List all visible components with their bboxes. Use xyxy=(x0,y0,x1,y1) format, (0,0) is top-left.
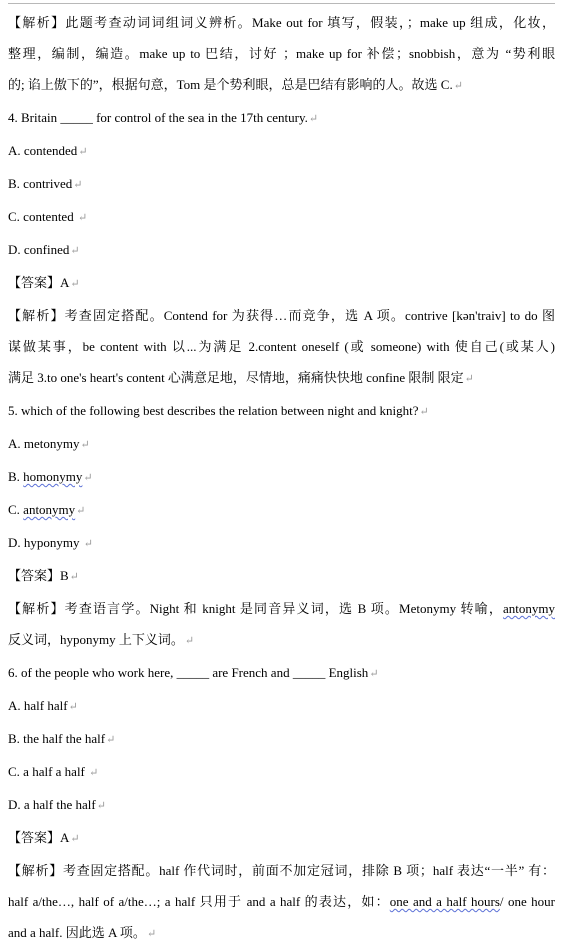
text-line-q6-stem xyxy=(8,657,555,690)
paragraph-mark-icon: ↵ xyxy=(308,113,319,125)
paragraph-mark-icon: ↵ xyxy=(68,701,78,713)
text-line-q3-analysis-2 xyxy=(8,38,555,69)
spellcheck-underline: antonymy xyxy=(23,502,76,517)
text-line-q5-option-c xyxy=(8,494,555,527)
line-text: C. contented xyxy=(8,209,77,224)
line-text: B. the half the half xyxy=(8,731,106,746)
text-line-q5-option-b xyxy=(8,461,555,494)
line-text: 谋做某事，be content with 以...为满足 2.content oneself (或 someone) with 使自己(或某人) xyxy=(8,339,555,354)
line-text: D. hyponymy xyxy=(8,535,83,550)
line-text: 反义词，hyponymy 上下义词。 xyxy=(8,632,184,647)
text-line-q4-option-d xyxy=(8,234,555,267)
line-text: A. contended xyxy=(8,143,78,158)
line-text: 5. which of the following best describes the relation between night and knight? xyxy=(8,403,419,418)
page-top-rule xyxy=(8,3,555,4)
line-text: C. antonymy xyxy=(8,502,76,517)
paragraph-mark-icon: ↵ xyxy=(78,146,88,158)
line-text: 【答案】A xyxy=(8,830,70,845)
text-line-q6-answer xyxy=(8,822,555,855)
line-text: B. contrived xyxy=(8,176,73,191)
paragraph-mark-icon: ↵ xyxy=(96,800,106,812)
line-text: D. confined xyxy=(8,242,70,257)
line-text: 6. of the people who work here, _____ are French and _____ English xyxy=(8,665,369,680)
text-line-q4-answer xyxy=(8,267,555,300)
line-text: 【解析】考查固定搭配。half 作代词时，前面不加定冠词，排除 B 项；half 表达“一半” 有： xyxy=(8,863,555,878)
text-line-q4-analysis-3 xyxy=(8,362,555,395)
line-text: 【解析】此题考查动词词组词义辨析。Make out for 填写，假装，；make up 组成，化妆， xyxy=(8,15,555,30)
text-line-q6-option-b xyxy=(8,723,555,756)
text-line-q3-analysis-3 xyxy=(8,69,555,102)
paragraph-mark-icon: ↵ xyxy=(76,505,86,517)
spellcheck-underline: one and a half hours xyxy=(389,894,500,909)
paragraph-mark-icon: ↵ xyxy=(73,179,83,191)
line-text: B. homonymy xyxy=(8,469,83,484)
line-text: 【解析】考查固定搭配。Contend for 为获得…而竞争，选 A 项。contrive [kən'traiv] to do 图 xyxy=(8,308,555,323)
text-line-q4-analysis-1 xyxy=(8,300,555,331)
line-text: 【解析】考查语言学。Night 和 knight 是同音异义词，选 B 项。Metonymy 转喻，antonymy xyxy=(8,601,555,616)
text-line-q6-option-d xyxy=(8,789,555,822)
text-line-q6-analysis-1 xyxy=(8,855,555,886)
line-text: A. half half xyxy=(8,698,68,713)
line-text: 【答案】A xyxy=(8,275,70,290)
line-text: C. a half a half xyxy=(8,764,89,779)
paragraph-mark-icon: ↵ xyxy=(184,635,195,647)
paragraph-mark-icon: ↵ xyxy=(453,80,463,92)
line-text: 【答案】B xyxy=(8,568,69,583)
text-line-q4-option-a xyxy=(8,135,555,168)
paragraph-mark-icon: ↵ xyxy=(70,245,80,257)
text-line-q5-analysis-2 xyxy=(8,624,555,657)
line-text: half a/the…, half of a/the…; a half 只用于 and a half 的表达，如：one and a half hours/ one hour xyxy=(8,894,555,909)
text-line-q5-analysis-1 xyxy=(8,593,555,624)
text-line-q4-analysis-2 xyxy=(8,331,555,362)
text-line-q6-analysis-2 xyxy=(8,886,555,917)
paragraph-mark-icon: ↵ xyxy=(70,833,80,845)
paragraph-mark-icon: ↵ xyxy=(69,571,79,583)
spellcheck-underline: homonymy xyxy=(23,469,83,484)
paragraph-mark-icon: ↵ xyxy=(83,538,93,550)
line-text: and a half. 因此选 A 项。 xyxy=(8,925,146,940)
document-body xyxy=(8,7,555,950)
paragraph-mark-icon: ↵ xyxy=(464,373,474,385)
text-line-q5-answer xyxy=(8,560,555,593)
line-text: 4. Britain _____ for control of the sea in the 17th century. xyxy=(8,110,308,125)
paragraph-mark-icon: ↵ xyxy=(80,439,90,451)
spellcheck-underline: antonymy xyxy=(503,601,555,616)
line-text: 的; 谄上傲下的”，根据句意，Tom 是个势利眼，总是巴结有影响的人。故选 C. xyxy=(8,77,453,92)
text-line-q6-option-a xyxy=(8,690,555,723)
line-text: D. a half the half xyxy=(8,797,96,812)
paragraph-mark-icon: ↵ xyxy=(70,278,80,290)
text-line-q5-stem xyxy=(8,395,555,428)
paragraph-mark-icon: ↵ xyxy=(89,767,99,779)
paragraph-mark-icon: ↵ xyxy=(419,406,429,418)
paragraph-mark-icon: ↵ xyxy=(369,668,379,680)
line-text: A. metonymy xyxy=(8,436,80,451)
text-line-q6-option-c xyxy=(8,756,555,789)
line-text: 整理，编制，编造。make up to 巴结，讨好 ；make up for 补偿；snobbish，意为 “势利眼 xyxy=(8,46,555,61)
text-line-q5-option-d xyxy=(8,527,555,560)
text-line-q4-stem xyxy=(8,102,555,135)
paragraph-mark-icon: ↵ xyxy=(146,928,157,940)
text-line-q3-analysis-1 xyxy=(8,7,555,38)
paragraph-mark-icon: ↵ xyxy=(77,212,88,224)
line-text: 满足 3.to one's heart's content 心满意足地，尽情地，痛痛快快地 confine 限制 限定 xyxy=(8,370,464,385)
text-line-q5-option-a xyxy=(8,428,555,461)
text-line-q4-option-b xyxy=(8,168,555,201)
text-line-q6-analysis-3 xyxy=(8,917,555,950)
paragraph-mark-icon: ↵ xyxy=(83,472,93,484)
paragraph-mark-icon: ↵ xyxy=(106,734,116,746)
text-line-q4-option-c xyxy=(8,201,555,234)
